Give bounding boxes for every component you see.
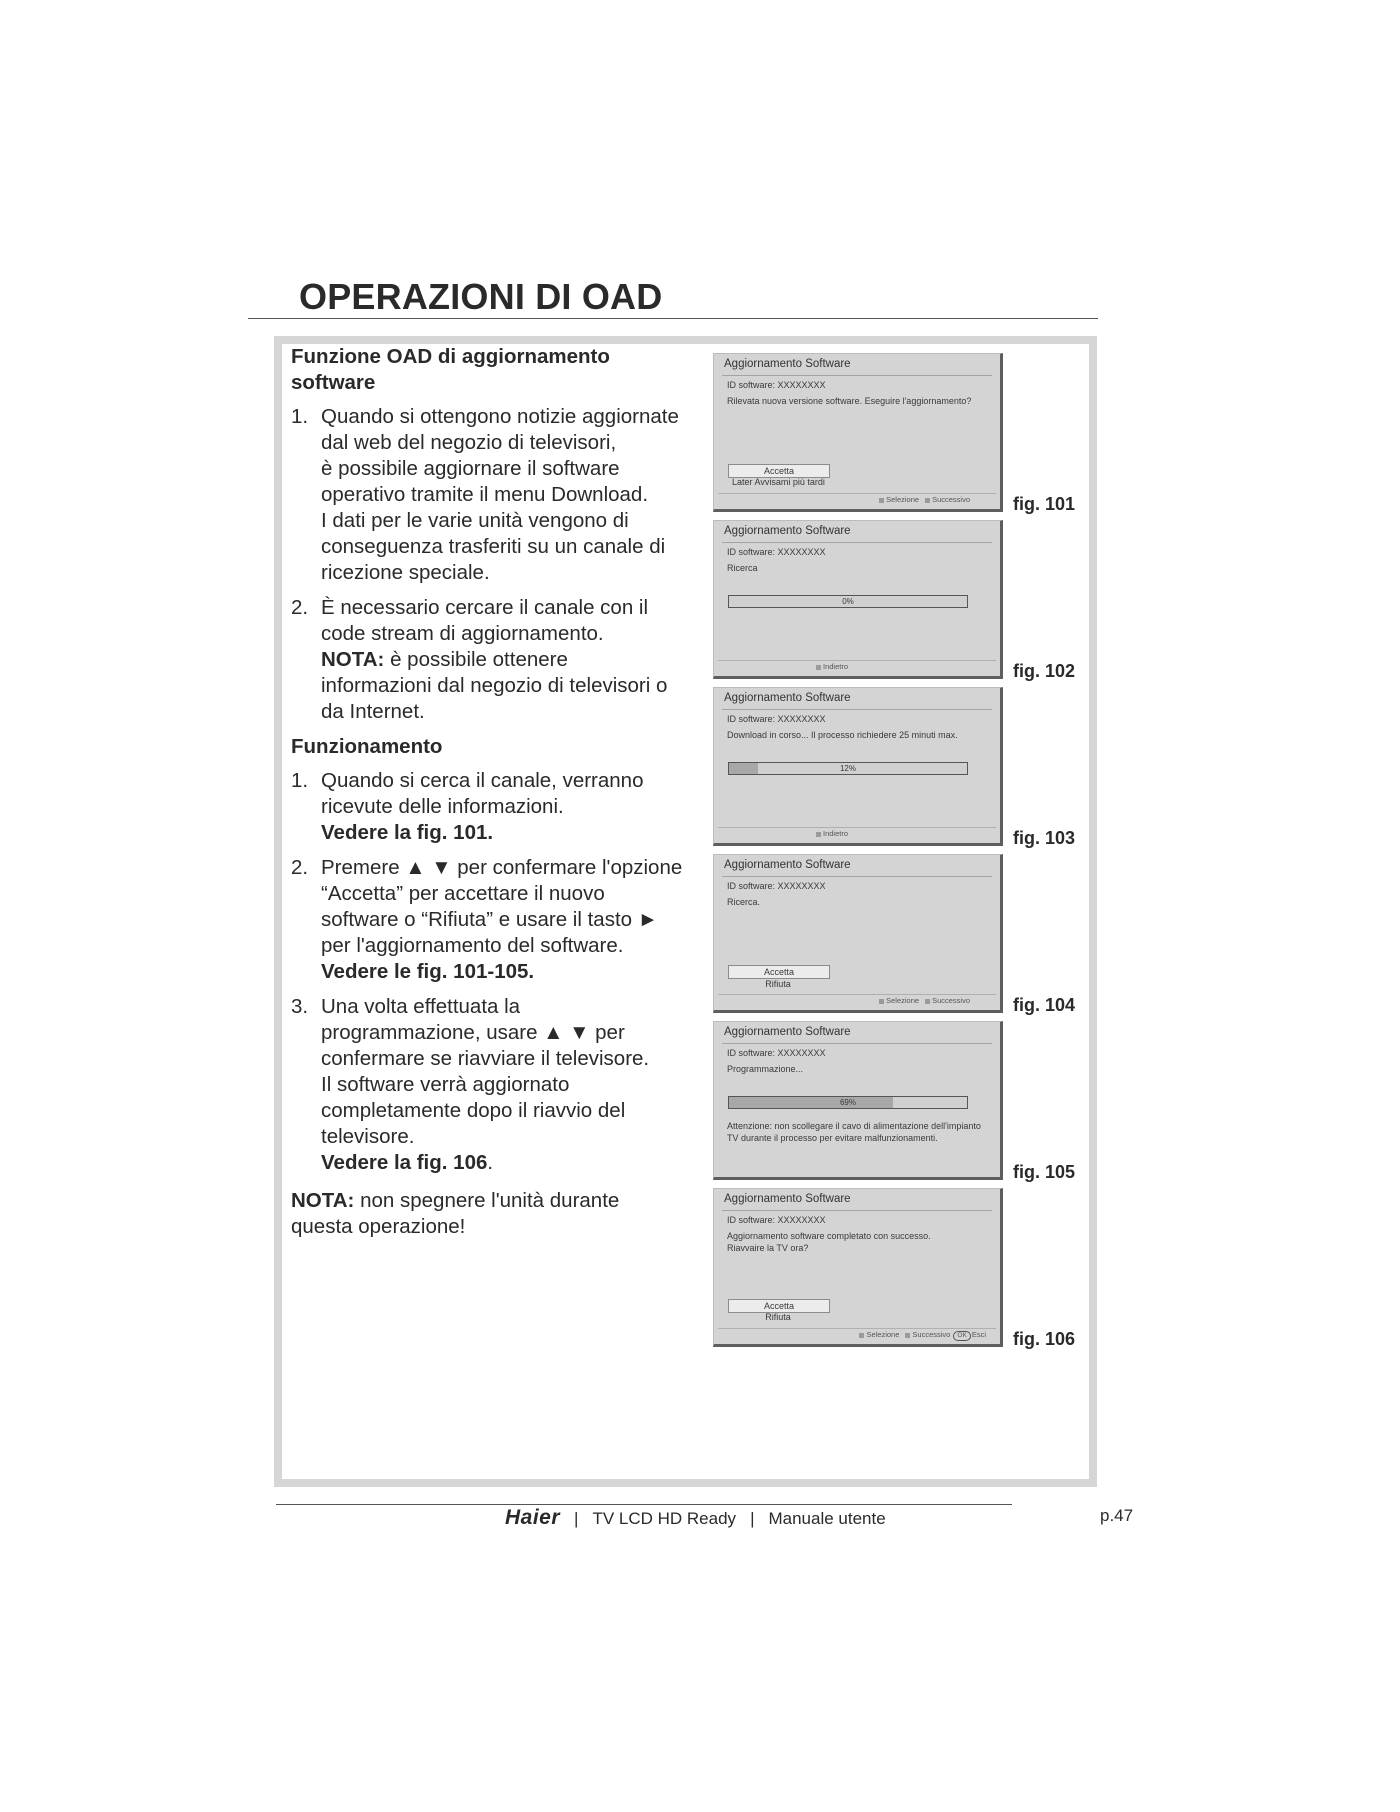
next-key-icon <box>925 498 930 503</box>
select-key-icon <box>859 1333 864 1338</box>
text-line: ricezione speciale. <box>321 561 490 584</box>
select-key-icon <box>879 498 884 503</box>
footer-divider <box>276 1504 1012 1505</box>
hint-select: Selezione <box>886 996 920 1005</box>
osd-message: Ricerca. <box>727 897 761 907</box>
osd-software-id: ID software: XXXXXXXX <box>727 714 826 724</box>
list-item <box>291 994 711 1176</box>
osd-message: Programmazione... <box>727 1064 804 1074</box>
osd-divider <box>722 1043 992 1044</box>
back-key-icon <box>816 665 821 670</box>
osd-footer-hints <box>718 994 996 1007</box>
figure-label: fig. 102 <box>1013 661 1076 681</box>
accept-button[interactable]: Accetta <box>728 1299 830 1313</box>
text-line: software o “Rifiuta” e usare il tasto ► <box>321 908 659 931</box>
hint-select: Selezione <box>886 495 920 504</box>
next-key-icon <box>905 1333 910 1338</box>
osd-panel-fig-101 <box>713 353 1003 512</box>
hint-next: Successivo <box>932 495 970 504</box>
osd-software-id: ID software: XXXXXXXX <box>727 1048 826 1058</box>
text-line: televisore. <box>321 1125 415 1148</box>
footer-hints-right <box>873 494 970 506</box>
text-line: confermare se riavviare il televisore. <box>321 1047 650 1070</box>
osd-panel-fig-106 <box>713 1188 1003 1347</box>
text-line: ricevute delle informazioni. <box>321 795 564 818</box>
separator: | <box>750 1509 755 1528</box>
text-line: Quando si ottengono notizie aggiornate <box>321 405 679 428</box>
osd-divider <box>722 375 992 376</box>
select-key-icon <box>879 999 884 1004</box>
text-line: dal web del negozio di televisori, <box>321 431 617 454</box>
note-text: è possibile ottenere <box>384 648 568 671</box>
manual-name: Manuale utente <box>768 1509 886 1528</box>
text-line: è possibile aggiornare il software <box>321 457 620 480</box>
text-line: code stream di aggiornamento. <box>321 622 604 645</box>
operation-steps-list <box>291 768 711 1176</box>
figure-label: fig. 106 <box>1013 1329 1076 1349</box>
osd-message: Ricerca <box>727 563 758 573</box>
osd-panel-fig-105 <box>713 1021 1003 1180</box>
footer-hints-center <box>810 828 848 840</box>
osd-divider <box>722 876 992 877</box>
message-line: Riavvaire la TV ora? <box>727 1243 809 1253</box>
section-heading-funzionamento: Funzionamento <box>291 735 443 758</box>
item-number: 1. <box>291 769 309 792</box>
heading-line: Funzione OAD di aggiornamento <box>291 345 610 368</box>
osd-message: Download in corso... Il processo richiedere 25 minuti max. <box>727 730 958 740</box>
osd-panel-fig-103 <box>713 687 1003 846</box>
item-number: 2. <box>291 596 309 619</box>
osd-software-id: ID software: XXXXXXXX <box>727 1215 826 1225</box>
osd-software-id: ID software: XXXXXXXX <box>727 380 826 390</box>
accept-button[interactable]: Accetta <box>728 464 830 478</box>
progress-bar <box>728 595 968 608</box>
heading-line: software <box>291 371 376 394</box>
osd-warning <box>727 1120 992 1144</box>
text-line: Premere ▲ ▼ per confermare l'opzione <box>321 856 683 879</box>
page-number: p.47 <box>1100 1506 1134 1525</box>
hint-select: Selezione <box>866 1330 900 1339</box>
text-line: operativo tramite il menu Download. <box>321 483 649 506</box>
oad-steps-list <box>291 404 711 725</box>
figure-reference: Vedere la fig. 101. <box>321 821 494 844</box>
text-line: Il software verrà aggiornato <box>321 1073 570 1096</box>
later-option[interactable]: Later Avvisami più tardi <box>732 477 825 487</box>
text-line: I dati per le varie unità vengono di <box>321 509 629 532</box>
title-divider <box>248 318 1098 319</box>
hint-back: Indietro <box>823 829 849 838</box>
osd-panel-fig-102 <box>713 520 1003 679</box>
warning-line: TV durante il processo per evitare malfunzionamenti. <box>727 1133 938 1143</box>
brand-logo: Haier <box>505 1506 561 1529</box>
text-line: da Internet. <box>321 700 425 723</box>
osd-title: Aggiornamento Software <box>724 859 851 871</box>
list-item <box>291 855 711 985</box>
separator: | <box>574 1509 579 1528</box>
note-line <box>321 647 711 673</box>
text-line: Una volta effettuata la <box>321 995 521 1018</box>
reject-option[interactable]: Rifiuta <box>765 979 791 989</box>
osd-divider <box>722 542 992 543</box>
reject-option[interactable]: Rifiuta <box>765 1312 791 1322</box>
note-label: NOTA: <box>321 648 385 671</box>
osd-title: Aggiornamento Software <box>724 525 851 537</box>
osd-divider <box>722 709 992 710</box>
text-line: conseguenza trasferiti su un canale di <box>321 535 666 558</box>
item-number: 3. <box>291 995 309 1018</box>
page-footer <box>505 1506 886 1530</box>
hint-back: Indietro <box>823 662 849 671</box>
message-line: Aggiornamento software completato con successo. <box>727 1231 931 1241</box>
text-line: informazioni dal negozio di televisori o <box>321 674 668 697</box>
figure-label: fig. 103 <box>1013 828 1076 848</box>
osd-footer-hints <box>718 493 996 506</box>
osd-divider <box>722 1210 992 1211</box>
punctuation: . <box>487 1151 494 1174</box>
list-item <box>291 595 711 725</box>
osd-software-id: ID software: XXXXXXXX <box>727 547 826 557</box>
ok-key-icon: OK <box>953 1331 970 1341</box>
text-line: È necessario cercare il canale con il <box>321 596 649 619</box>
figure-label: fig. 101 <box>1013 494 1076 514</box>
figure-label: fig. 104 <box>1013 995 1076 1015</box>
text-line: Quando si cerca il canale, verranno <box>321 769 644 792</box>
progress-text: 12% <box>839 764 856 773</box>
text-line: per l'aggiornamento del software. <box>321 934 624 957</box>
footer-hints-right <box>873 995 970 1007</box>
note-text: non spegnere l'unità durante <box>354 1189 620 1212</box>
progress-text: 69% <box>839 1098 856 1107</box>
figure-label: fig. 105 <box>1013 1162 1076 1182</box>
product-name: TV LCD HD Ready <box>592 1509 737 1528</box>
item-number: 1. <box>291 405 309 428</box>
osd-footer-hints <box>718 827 996 840</box>
osd-title: Aggiornamento Software <box>724 358 851 370</box>
osd-software-id: ID software: XXXXXXXX <box>727 881 826 891</box>
osd-message <box>727 1230 992 1254</box>
hint-exit: Esci <box>971 1330 986 1339</box>
note-text: questa operazione! <box>291 1215 466 1238</box>
osd-title: Aggiornamento Software <box>724 1026 851 1038</box>
osd-footer-hints <box>718 1328 996 1341</box>
osd-panel-fig-104 <box>713 854 1003 1013</box>
osd-title: Aggiornamento Software <box>724 1193 851 1205</box>
page-title: OPERAZIONI DI OAD <box>299 276 663 317</box>
warning-line: Attenzione: non scollegare il cavo di alimentazione dell'impianto <box>727 1121 981 1131</box>
footer-hints-right <box>853 1329 986 1341</box>
next-key-icon <box>925 999 930 1004</box>
osd-title: Aggiornamento Software <box>724 692 851 704</box>
accept-button[interactable]: Accetta <box>728 965 830 979</box>
instructions-column <box>291 344 711 1240</box>
progress-text: 0% <box>842 597 854 606</box>
text-line: “Accetta” per accettare il nuovo <box>321 882 605 905</box>
figure-reference: Vedere le fig. 101-105. <box>321 960 535 983</box>
progress-bar <box>728 1096 968 1109</box>
figure-reference-line <box>321 1150 711 1176</box>
text-line: completamente dopo il riavvio del <box>321 1099 626 1122</box>
osd-footer-hints <box>718 660 996 673</box>
text-line: programmazione, usare ▲ ▼ per <box>321 1021 625 1044</box>
note-label: NOTA: <box>291 1189 355 1212</box>
hint-next: Successivo <box>912 1330 951 1339</box>
section-heading-oad <box>291 344 711 396</box>
footer-hints-center <box>810 661 848 673</box>
osd-message: Rilevata nuova versione software. Eseguire l'aggiornamento? <box>727 396 972 406</box>
list-item <box>291 404 711 586</box>
hint-next: Successivo <box>932 996 970 1005</box>
progress-bar <box>728 762 968 775</box>
item-number: 2. <box>291 856 309 879</box>
list-item <box>291 768 711 846</box>
note-line <box>291 1188 711 1214</box>
back-key-icon <box>816 832 821 837</box>
figure-reference: Vedere la fig. 106 <box>321 1151 488 1174</box>
final-note <box>291 1188 711 1240</box>
